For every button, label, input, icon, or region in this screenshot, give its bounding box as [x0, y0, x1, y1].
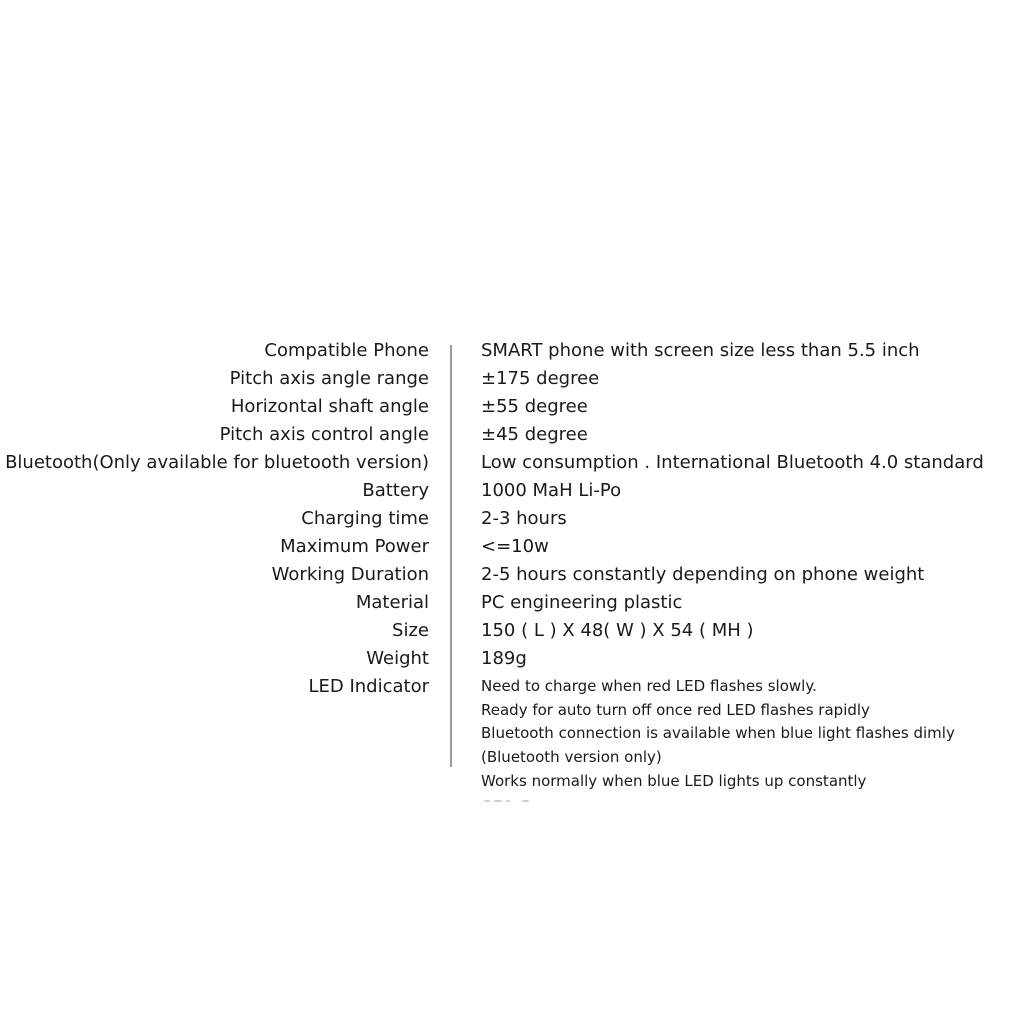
- spec-row-pitch-axis-angle-range: [0, 365, 1024, 393]
- spec-label: Battery: [362, 480, 429, 501]
- text-fragment-artifact: [484, 800, 534, 803]
- spec-row-maximum-power: [0, 533, 1024, 561]
- spec-row-weight: [0, 645, 1024, 673]
- spec-label: Pitch axis angle range: [229, 368, 429, 389]
- spec-row-horizontal-shaft-angle: [0, 393, 1024, 421]
- spec-row-material: [0, 589, 1024, 617]
- spec-table: [0, 337, 1024, 701]
- spec-row-charging-time: [0, 505, 1024, 533]
- spec-value: ±45 degree: [481, 424, 588, 445]
- spec-value: 2-5 hours constantly depending on phone weight: [481, 564, 925, 585]
- spec-label: LED Indicator: [308, 676, 429, 697]
- spec-value: 150 ( L ) X 48( W ) X 54 ( MH ): [481, 620, 754, 641]
- spec-row-battery: [0, 477, 1024, 505]
- led-indicator-description: [481, 675, 955, 794]
- spec-row-pitch-axis-control-angle: [0, 421, 1024, 449]
- spec-label: Size: [392, 620, 429, 641]
- column-divider: [450, 345, 452, 767]
- spec-value: 189g: [481, 648, 527, 669]
- spec-label: Charging time: [301, 508, 429, 529]
- spec-row-working-duration: [0, 561, 1024, 589]
- led-line: (Bluetooth version only): [481, 748, 662, 767]
- led-line: Ready for auto turn off once red LED flashes rapidly: [481, 700, 870, 719]
- spec-row-compatible-phone: [0, 337, 1024, 365]
- spec-value: 1000 MaH Li-Po: [481, 480, 622, 501]
- led-line: Need to charge when red LED flashes slowly.: [481, 677, 817, 695]
- spec-value: <=10w: [481, 536, 549, 557]
- spec-value: ±175 degree: [481, 368, 600, 389]
- led-line: Works normally when blue LED lights up constantly: [481, 771, 867, 790]
- spec-label: Pitch axis control angle: [219, 424, 429, 445]
- spec-value: PC engineering plastic: [481, 592, 683, 613]
- spec-label: Material: [355, 592, 429, 613]
- led-line: Bluetooth connection is available when blue light flashes dimly: [481, 724, 955, 743]
- spec-value: 2-3 hours: [481, 508, 567, 529]
- spec-label: Weight: [366, 648, 429, 669]
- spec-row-size: [0, 617, 1024, 645]
- spec-label: Maximum Power: [280, 536, 429, 557]
- spec-value: Low consumption . International Bluetooth 4.0 standard: [481, 452, 984, 473]
- spec-value: ±55 degree: [481, 396, 588, 417]
- spec-value: SMART phone with screen size less than 5.5 inch: [481, 340, 920, 361]
- spec-label: Compatible Phone: [264, 340, 429, 361]
- spec-label: Working Duration: [271, 564, 429, 585]
- spec-row-bluetooth: [0, 449, 1024, 477]
- spec-label: Horizontal shaft angle: [230, 396, 429, 417]
- spec-label: Bluetooth(Only available for bluetooth version): [5, 452, 429, 473]
